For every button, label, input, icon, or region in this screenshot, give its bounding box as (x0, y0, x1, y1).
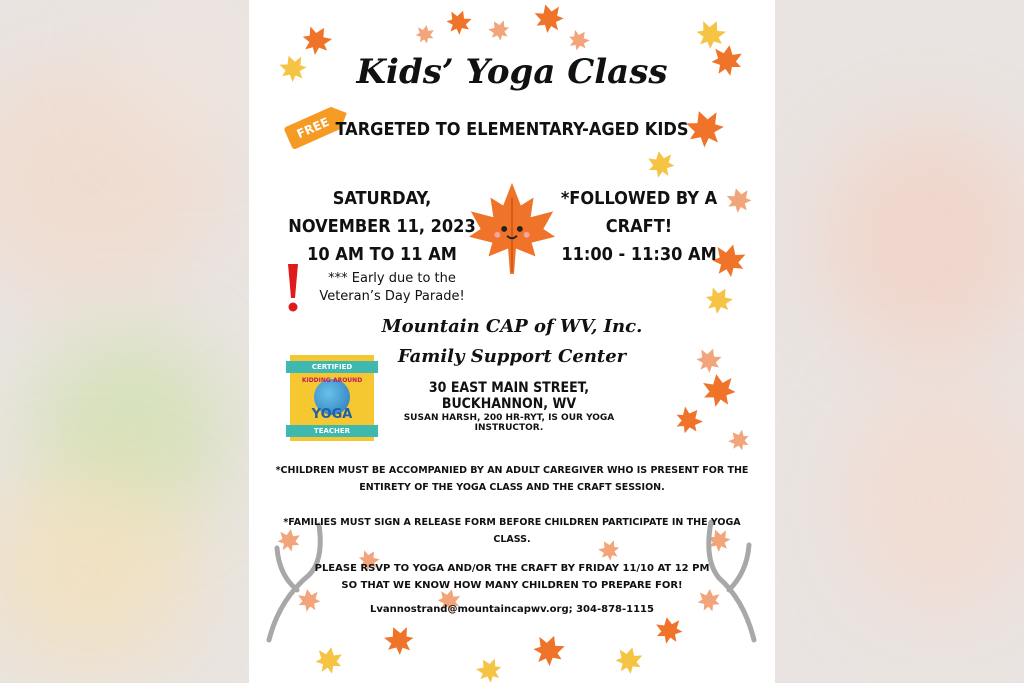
early-note-line2: Veteran’s Day Parade! (319, 289, 465, 304)
badge-mid2: AROUND (332, 377, 363, 384)
free-tag: FREE (283, 106, 342, 150)
organization-name: Mountain CAP of WV, Inc. (381, 316, 643, 337)
notice-accompany-line1: *CHILDREN MUST BE ACCOMPANIED BY AN ADULT CAREGIVER WHO IS PRESENT FOR THE (275, 465, 749, 476)
flyer-title: Kids’ Yoga Class (356, 52, 668, 92)
certified-yoga-teacher-badge (290, 355, 374, 441)
notice-release-line2: CLASS. (493, 534, 531, 545)
badge-top-label: CERTIFIED (286, 361, 378, 373)
instructor-info: SUSAN HARSH, 200 HR-RYT, IS OUR YOGA INSTRUCTOR. (403, 413, 615, 433)
notice-release-line1: *FAMILIES MUST SIGN A RELEASE FORM BEFORE CHILDREN PARTICIPATE IN THE YOGA (283, 517, 741, 528)
rsvp-notice (249, 560, 775, 594)
badge-mid1: KIDDING (301, 377, 331, 384)
craft-time: 11:00 - 11:30 AM (561, 244, 717, 265)
craft-line1: *FOLLOWED BY A (560, 188, 718, 209)
craft-line2: CRAFT! (605, 216, 673, 237)
event-address: 30 EAST MAIN STREET, BUCKHANNON, WV (428, 380, 590, 412)
event-time: 10 AM TO 11 AM (307, 244, 457, 265)
craft-block (549, 185, 729, 269)
rsvp-line1: PLEASE RSVP TO YOGA AND/OR THE CRAFT BY FRIDAY 11/10 AT 12 PM (314, 563, 710, 574)
notice-accompany (249, 462, 775, 496)
date-block (277, 185, 487, 269)
contact-info: Lvannostrand@mountaincapwv.org; 304-878-1115 (370, 604, 654, 615)
event-date: NOVEMBER 11, 2023 (288, 216, 476, 237)
rsvp-line2: SO THAT WE KNOW HOW MANY CHILDREN TO PREPARE FOR! (341, 580, 683, 591)
early-note-line1: *** Early due to the (328, 271, 456, 286)
badge-yoga-label: YOGA (311, 407, 353, 422)
early-note (307, 270, 477, 306)
subtitle: TARGETED TO ELEMENTARY-AGED KIDS (335, 119, 689, 140)
smiling-maple-leaf-icon (462, 178, 562, 276)
notice-accompany-line2: ENTIRETY OF THE YOGA CLASS AND THE CRAFT SESSION. (359, 482, 665, 493)
event-day: SATURDAY, (332, 188, 432, 209)
event-flyer (249, 0, 775, 683)
badge-bottom-label: TEACHER (286, 425, 378, 437)
exclamation-icon (285, 262, 301, 314)
organization-center: Family Support Center (397, 346, 627, 367)
notice-release-form (249, 514, 775, 548)
